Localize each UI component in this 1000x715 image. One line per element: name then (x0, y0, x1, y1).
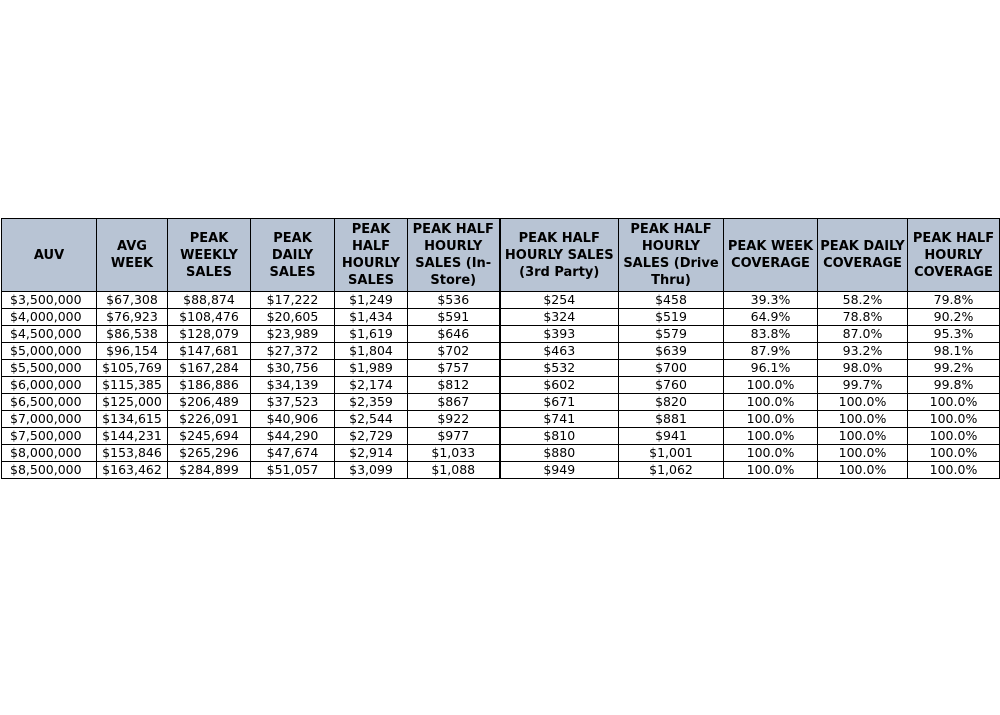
header-peak-daily-coverage: PEAK DAILY COVERAGE (818, 219, 908, 292)
peak-weekly-sales-cell: $128,079 (168, 326, 251, 343)
peak-weekly-sales-cell: $206,489 (168, 394, 251, 411)
auv-cell: $7,000,000 (2, 411, 97, 428)
peak-half-hourly-coverage-cell: 99.2% (908, 360, 1000, 377)
peak-weekly-sales-cell: $186,886 (168, 377, 251, 394)
table-row (2, 394, 1000, 411)
drive-thru-cell: $820 (619, 394, 724, 411)
in-store-cell: $977 (408, 428, 500, 445)
peak-half-hourly-coverage-cell: 100.0% (908, 411, 1000, 428)
peak-week-coverage-cell: 87.9% (724, 343, 818, 360)
peak-half-hourly-sales-cell: $1,804 (335, 343, 408, 360)
peak-daily-sales-cell: $20,605 (251, 309, 335, 326)
peak-daily-coverage-cell: 87.0% (818, 326, 908, 343)
peak-weekly-sales-cell: $226,091 (168, 411, 251, 428)
table-row (2, 462, 1000, 479)
third-party-cell: $880 (500, 445, 619, 462)
auv-cell: $3,500,000 (2, 292, 97, 309)
peak-daily-coverage-cell: 78.8% (818, 309, 908, 326)
peak-half-hourly-sales-cell: $1,434 (335, 309, 408, 326)
peak-half-hourly-sales-cell: $2,359 (335, 394, 408, 411)
peak-week-coverage-cell: 100.0% (724, 462, 818, 479)
peak-daily-coverage-cell: 100.0% (818, 411, 908, 428)
auv-cell: $5,500,000 (2, 360, 97, 377)
auv-cell: $5,000,000 (2, 343, 97, 360)
avg-week-cell: $86,538 (97, 326, 168, 343)
peak-half-hourly-sales-cell: $3,099 (335, 462, 408, 479)
third-party-cell: $324 (500, 309, 619, 326)
peak-daily-sales-cell: $37,523 (251, 394, 335, 411)
header-peak-week-coverage: PEAK WEEK COVERAGE (724, 219, 818, 292)
table-row (2, 411, 1000, 428)
auv-cell: $8,500,000 (2, 462, 97, 479)
table-row (2, 445, 1000, 462)
peak-half-hourly-coverage-cell: 100.0% (908, 462, 1000, 479)
avg-week-cell: $76,923 (97, 309, 168, 326)
peak-half-hourly-coverage-cell: 79.8% (908, 292, 1000, 309)
header-peak-half-hourly-drive-thru: PEAK HALF HOURLY SALES (Drive Thru) (619, 219, 724, 292)
in-store-cell: $1,088 (408, 462, 500, 479)
sales-coverage-table (1, 218, 1000, 479)
drive-thru-cell: $1,062 (619, 462, 724, 479)
peak-week-coverage-cell: 100.0% (724, 445, 818, 462)
peak-half-hourly-coverage-cell: 100.0% (908, 428, 1000, 445)
avg-week-cell: $163,462 (97, 462, 168, 479)
third-party-cell: $393 (500, 326, 619, 343)
header-row (2, 219, 1000, 292)
third-party-cell: $463 (500, 343, 619, 360)
third-party-cell: $671 (500, 394, 619, 411)
third-party-cell: $602 (500, 377, 619, 394)
header-peak-half-hourly-sales: PEAK HALF HOURLY SALES (335, 219, 408, 292)
in-store-cell: $757 (408, 360, 500, 377)
auv-cell: $6,500,000 (2, 394, 97, 411)
third-party-cell: $949 (500, 462, 619, 479)
peak-half-hourly-sales-cell: $2,914 (335, 445, 408, 462)
auv-cell: $4,000,000 (2, 309, 97, 326)
peak-daily-sales-cell: $40,906 (251, 411, 335, 428)
avg-week-cell: $125,000 (97, 394, 168, 411)
peak-half-hourly-coverage-cell: 95.3% (908, 326, 1000, 343)
peak-weekly-sales-cell: $147,681 (168, 343, 251, 360)
in-store-cell: $922 (408, 411, 500, 428)
peak-daily-coverage-cell: 58.2% (818, 292, 908, 309)
peak-daily-coverage-cell: 98.0% (818, 360, 908, 377)
drive-thru-cell: $700 (619, 360, 724, 377)
table-row (2, 428, 1000, 445)
table-row (2, 360, 1000, 377)
peak-week-coverage-cell: 83.8% (724, 326, 818, 343)
peak-daily-coverage-cell: 100.0% (818, 428, 908, 445)
peak-daily-sales-cell: $17,222 (251, 292, 335, 309)
header-peak-half-hourly-3rd-party: PEAK HALF HOURLY SALES (3rd Party) (500, 219, 619, 292)
peak-daily-coverage-cell: 100.0% (818, 445, 908, 462)
header-avg-week: AVG WEEK (97, 219, 168, 292)
peak-weekly-sales-cell: $284,899 (168, 462, 251, 479)
avg-week-cell: $96,154 (97, 343, 168, 360)
table-row (2, 326, 1000, 343)
peak-half-hourly-coverage-cell: 100.0% (908, 394, 1000, 411)
peak-weekly-sales-cell: $88,874 (168, 292, 251, 309)
peak-weekly-sales-cell: $108,476 (168, 309, 251, 326)
peak-half-hourly-sales-cell: $2,174 (335, 377, 408, 394)
peak-week-coverage-cell: 100.0% (724, 377, 818, 394)
in-store-cell: $646 (408, 326, 500, 343)
peak-half-hourly-coverage-cell: 100.0% (908, 445, 1000, 462)
peak-daily-coverage-cell: 99.7% (818, 377, 908, 394)
peak-daily-sales-cell: $27,372 (251, 343, 335, 360)
in-store-cell: $1,033 (408, 445, 500, 462)
peak-daily-sales-cell: $51,057 (251, 462, 335, 479)
in-store-cell: $591 (408, 309, 500, 326)
peak-daily-coverage-cell: 93.2% (818, 343, 908, 360)
auv-cell: $7,500,000 (2, 428, 97, 445)
peak-week-coverage-cell: 39.3% (724, 292, 818, 309)
peak-half-hourly-coverage-cell: 99.8% (908, 377, 1000, 394)
auv-cell: $4,500,000 (2, 326, 97, 343)
peak-daily-coverage-cell: 100.0% (818, 394, 908, 411)
drive-thru-cell: $519 (619, 309, 724, 326)
peak-daily-sales-cell: $34,139 (251, 377, 335, 394)
peak-half-hourly-sales-cell: $1,989 (335, 360, 408, 377)
header-peak-weekly-sales: PEAK WEEKLY SALES (168, 219, 251, 292)
table-body (2, 292, 1000, 479)
avg-week-cell: $67,308 (97, 292, 168, 309)
avg-week-cell: $105,769 (97, 360, 168, 377)
peak-week-coverage-cell: 96.1% (724, 360, 818, 377)
table-row (2, 292, 1000, 309)
avg-week-cell: $134,615 (97, 411, 168, 428)
peak-daily-coverage-cell: 100.0% (818, 462, 908, 479)
header-peak-half-hourly-coverage: PEAK HALF HOURLY COVERAGE (908, 219, 1000, 292)
peak-daily-sales-cell: $30,756 (251, 360, 335, 377)
table-header (2, 219, 1000, 292)
peak-daily-sales-cell: $47,674 (251, 445, 335, 462)
peak-weekly-sales-cell: $167,284 (168, 360, 251, 377)
third-party-cell: $254 (500, 292, 619, 309)
in-store-cell: $536 (408, 292, 500, 309)
avg-week-cell: $144,231 (97, 428, 168, 445)
peak-daily-sales-cell: $23,989 (251, 326, 335, 343)
table-row (2, 343, 1000, 360)
peak-half-hourly-sales-cell: $2,729 (335, 428, 408, 445)
peak-week-coverage-cell: 64.9% (724, 309, 818, 326)
peak-daily-sales-cell: $44,290 (251, 428, 335, 445)
header-peak-daily-sales: PEAK DAILY SALES (251, 219, 335, 292)
peak-week-coverage-cell: 100.0% (724, 411, 818, 428)
avg-week-cell: $115,385 (97, 377, 168, 394)
peak-weekly-sales-cell: $245,694 (168, 428, 251, 445)
drive-thru-cell: $941 (619, 428, 724, 445)
table-row (2, 309, 1000, 326)
auv-cell: $6,000,000 (2, 377, 97, 394)
header-peak-half-hourly-in-store: PEAK HALF HOURLY SALES (In-Store) (408, 219, 500, 292)
drive-thru-cell: $1,001 (619, 445, 724, 462)
peak-half-hourly-coverage-cell: 90.2% (908, 309, 1000, 326)
drive-thru-cell: $760 (619, 377, 724, 394)
table-row (2, 377, 1000, 394)
third-party-cell: $741 (500, 411, 619, 428)
peak-week-coverage-cell: 100.0% (724, 394, 818, 411)
peak-half-hourly-coverage-cell: 98.1% (908, 343, 1000, 360)
peak-week-coverage-cell: 100.0% (724, 428, 818, 445)
third-party-cell: $810 (500, 428, 619, 445)
in-store-cell: $867 (408, 394, 500, 411)
drive-thru-cell: $458 (619, 292, 724, 309)
in-store-cell: $702 (408, 343, 500, 360)
peak-half-hourly-sales-cell: $1,249 (335, 292, 408, 309)
peak-half-hourly-sales-cell: $2,544 (335, 411, 408, 428)
drive-thru-cell: $881 (619, 411, 724, 428)
auv-cell: $8,000,000 (2, 445, 97, 462)
drive-thru-cell: $579 (619, 326, 724, 343)
drive-thru-cell: $639 (619, 343, 724, 360)
peak-weekly-sales-cell: $265,296 (168, 445, 251, 462)
peak-half-hourly-sales-cell: $1,619 (335, 326, 408, 343)
third-party-cell: $532 (500, 360, 619, 377)
avg-week-cell: $153,846 (97, 445, 168, 462)
header-auv: AUV (2, 219, 97, 292)
in-store-cell: $812 (408, 377, 500, 394)
